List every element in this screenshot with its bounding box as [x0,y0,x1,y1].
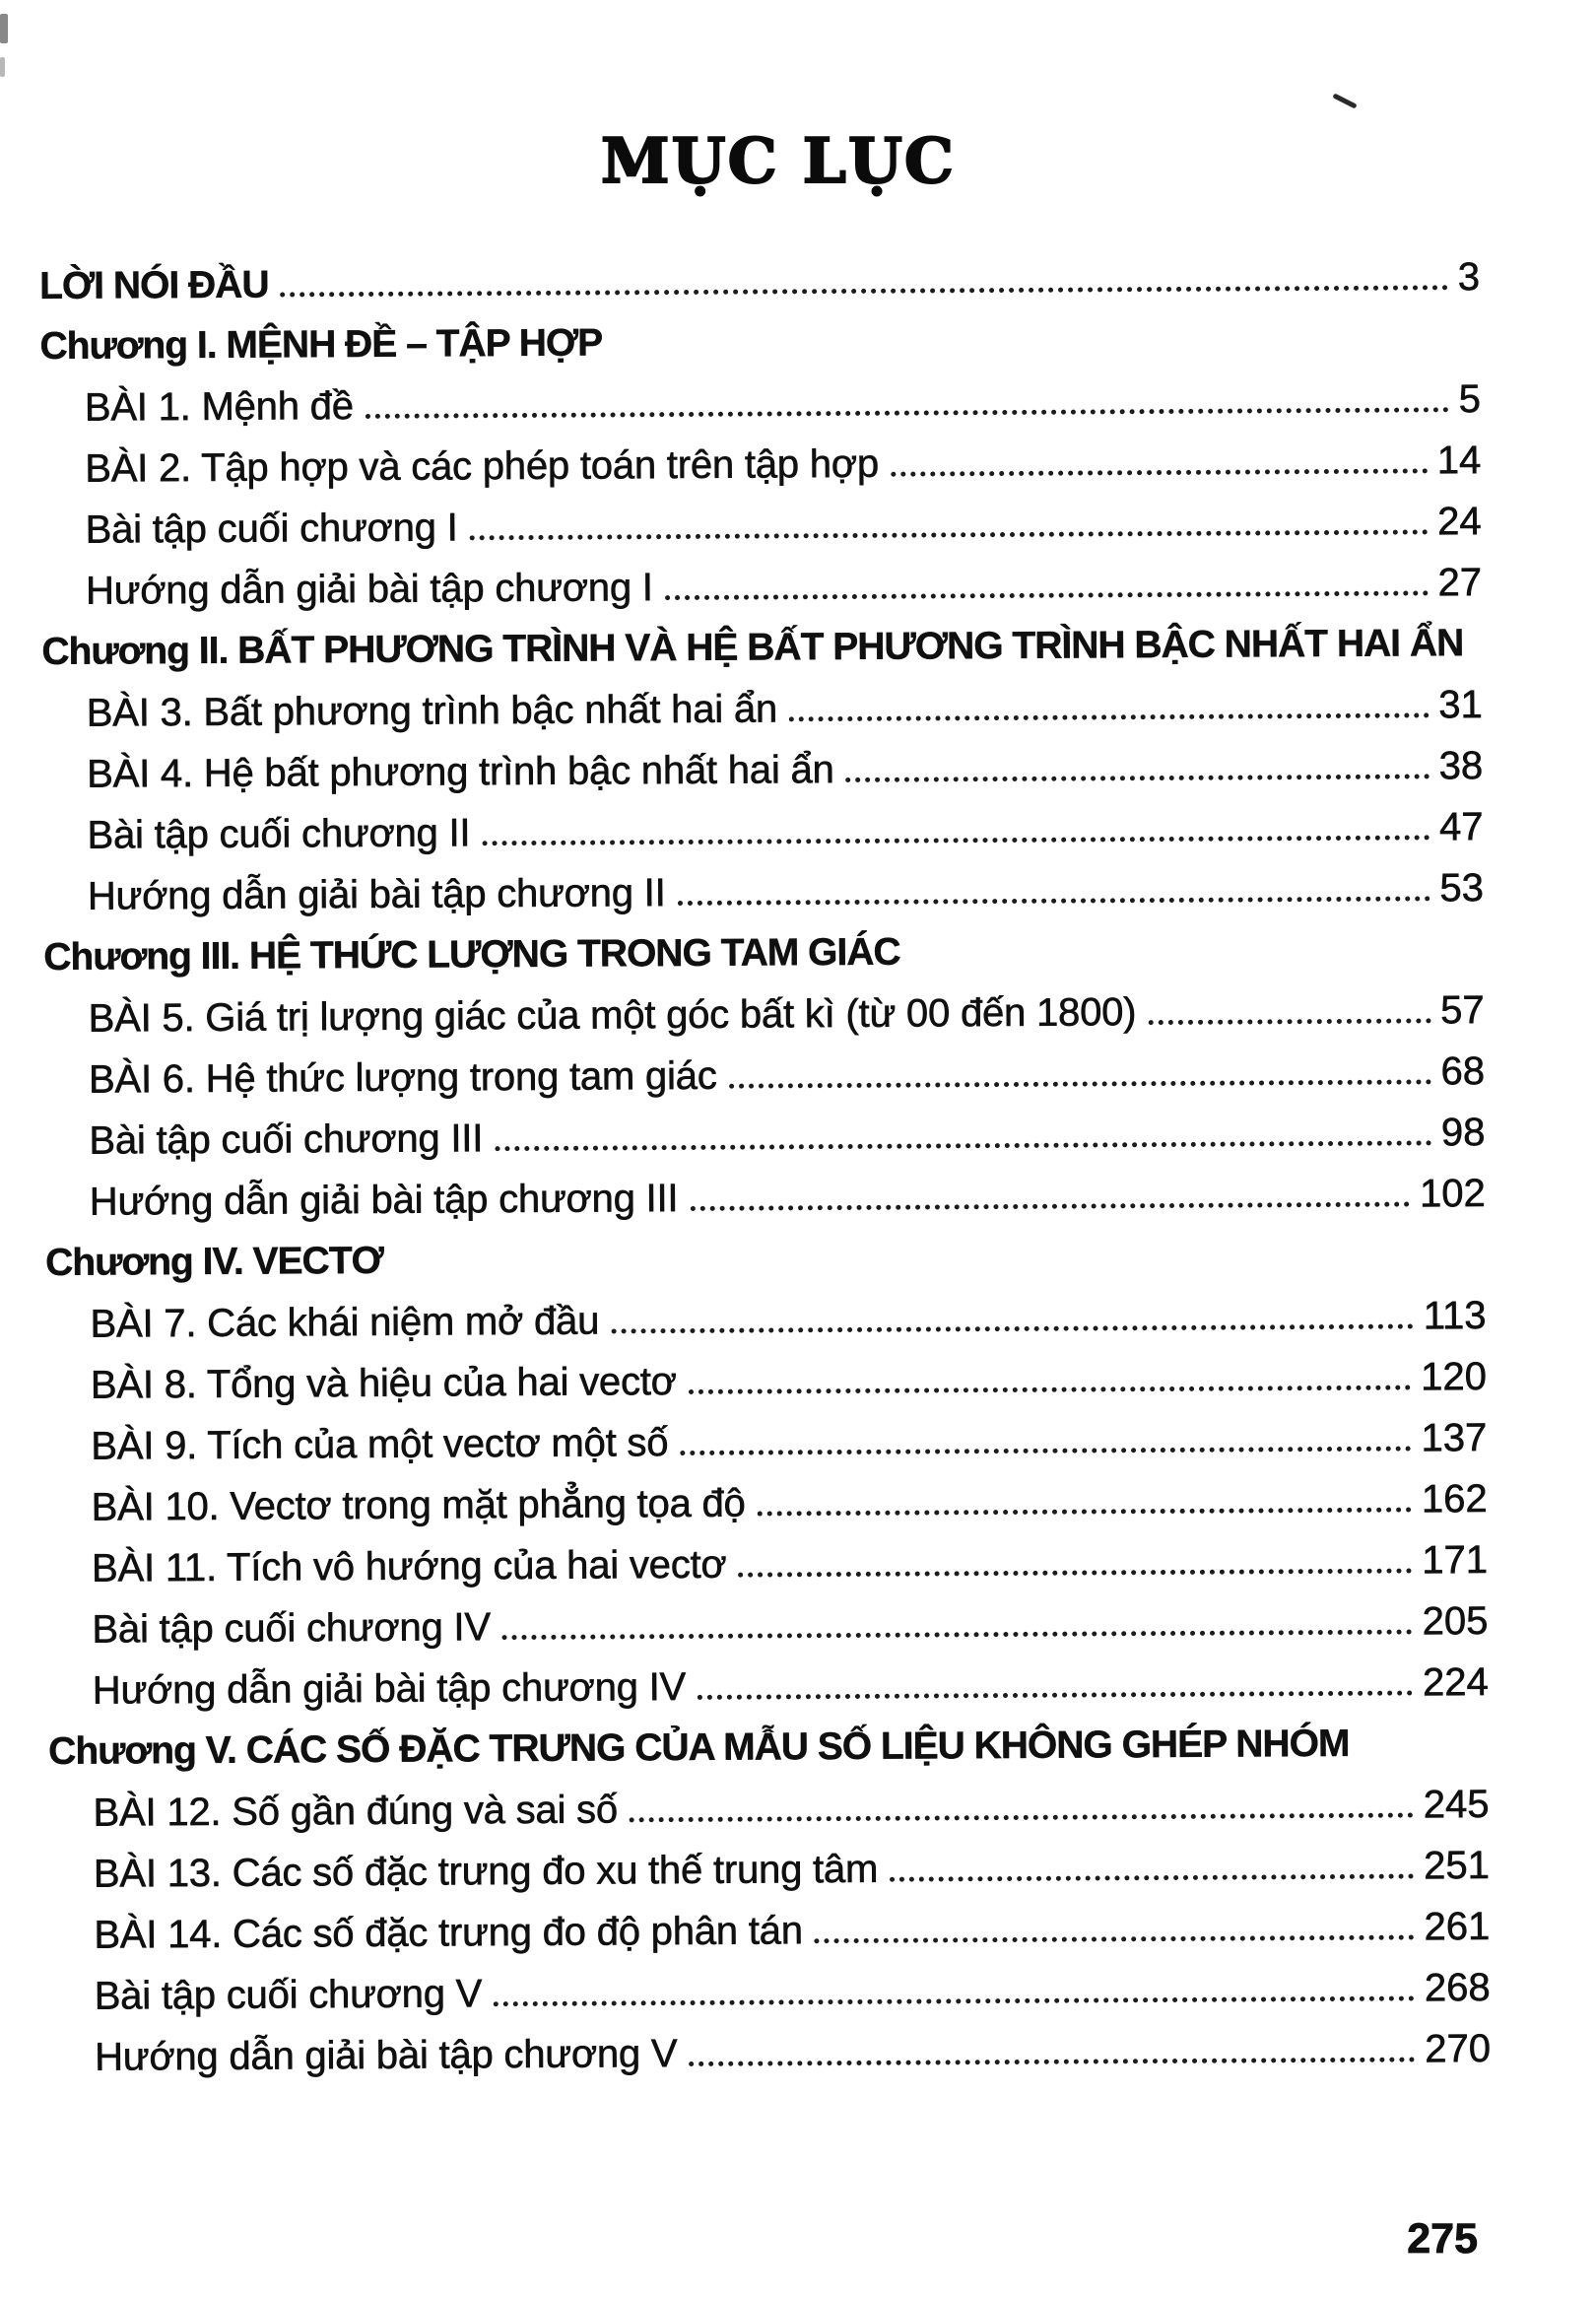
toc-entry-page: 224 [1422,1660,1489,1705]
toc-entry [50,1966,1491,2036]
page-title: MỤC LỤC [600,124,957,197]
toc-entry [39,316,1480,386]
toc-entry-label: Chương I. MỆNH ĐỀ – TẬP HỢP [39,321,603,368]
toc-entry [45,1172,1486,1242]
toc-entry-label: BÀI 10. Vectơ trong mặt phẳng tọa độ [91,1481,746,1529]
dotted-leader [698,1691,1413,1700]
dotted-leader [690,1202,1410,1211]
toc-entry-label: BÀI 9. Tích của một vectơ một số [91,1421,669,1468]
toc-entry-page: 120 [1421,1355,1488,1399]
toc-entry [49,1905,1490,1975]
toc-entry-label: LỜI NÓI ĐẦU [39,263,269,307]
toc-entry [42,744,1483,814]
toc-entry-page: 5 [1458,377,1481,422]
toc-entry [44,988,1485,1058]
toc-entry-label: Hướng dẫn giải bài tập chương V [94,2032,678,2079]
scan-tick-mark [1332,93,1357,108]
toc-entry-label: BÀI 1. Mệnh đề [84,384,354,430]
dotted-leader [665,590,1429,600]
toc-entry-label: BÀI 11. Tích vô hướng của hai vectơ [91,1542,727,1590]
dotted-leader [891,468,1428,476]
toc-entry [43,927,1484,997]
toc-entry [47,1538,1488,1608]
dotted-leader [758,1508,1412,1517]
toc-entry [42,683,1483,753]
toc-entry-page: 47 [1438,805,1484,849]
toc-entry-page: 205 [1422,1599,1489,1644]
toc-entry-page: 27 [1437,561,1483,605]
dotted-leader [739,1569,1413,1578]
dotted-leader [611,1323,1414,1333]
toc-entry-label: Chương V. CÁC SỐ ĐẶC TRƯNG CỦA MẪU SỐ LIỆU KHÔNG GHÉP NHÓM [48,1722,1350,1773]
toc-entry-page: 245 [1423,1783,1490,1827]
toc-entry-page: 261 [1424,1905,1491,1949]
toc-entry [44,1111,1485,1181]
toc-entry-page: 31 [1438,683,1483,727]
toc-entry-label: Bài tập cuối chương IV [92,1605,491,1652]
toc-entry [46,1416,1487,1486]
toc-entry-page: 57 [1440,988,1485,1033]
toc-entry-page: 38 [1438,744,1484,788]
toc-entry-label: Chương IV. VECTƠ [45,1239,383,1284]
dotted-leader [1148,1018,1430,1025]
toc-entry-label: BÀI 4. Hệ bất phương trình bậc nhất hai ẩn [87,748,834,796]
toc-entry [44,1049,1485,1119]
toc-entry-page: 251 [1424,1844,1491,1888]
toc-entry [50,2027,1491,2097]
toc-entry-page: 162 [1421,1477,1488,1521]
toc-entry-page: 171 [1422,1538,1489,1583]
toc-entry-page: 98 [1440,1111,1486,1155]
toc-entry-label: BÀI 8. Tổng và hiệu của hai vectơ [90,1360,677,1407]
dotted-leader [502,1630,1413,1641]
toc-entry [48,1722,1489,1791]
dotted-leader [680,1447,1411,1456]
toc-entry-page: 137 [1421,1416,1488,1460]
toc-entry-page: 113 [1423,1294,1487,1338]
toc-entry-label: BÀI 5. Giá trị lượng giác của một góc bất kì (từ 00 đến 1800) [88,990,1137,1041]
toc-entry-label: Hướng dẫn giải bài tập chương I [85,566,653,613]
toc-entry [48,1660,1489,1730]
dotted-leader [729,1079,1431,1088]
toc-entry [41,500,1482,570]
dotted-leader [482,835,1430,845]
toc-entry-page: 53 [1439,866,1485,911]
folio-page-number: 275 [1407,2215,1478,2263]
toc-entry [45,1233,1486,1303]
toc-entry [46,1355,1487,1425]
toc-entry-label: Hướng dẫn giải bài tập chương II [87,871,666,918]
toc-list [39,255,1491,2097]
toc-entry-label: Bài tập cuối chương II [87,811,471,857]
dotted-leader [815,1935,1415,1944]
scan-smudge [0,57,5,77]
dotted-leader [890,1874,1414,1882]
dotted-leader [789,712,1429,721]
toc-entry-label: BÀI 12. Số gần đúng và sai số [93,1788,619,1835]
toc-entry [49,1844,1490,1914]
dotted-leader [630,1813,1414,1823]
dotted-leader [470,529,1429,540]
dotted-leader [689,1386,1411,1394]
dotted-leader [678,896,1430,906]
toc-entry [43,866,1484,936]
dotted-leader [689,2058,1415,2067]
toc-entry-label: Bài tập cuối chương V [94,1972,483,2018]
dotted-leader [281,285,1448,297]
toc-entry [47,1477,1488,1547]
toc-entry-page: 14 [1436,439,1482,483]
toc-entry-page: 68 [1440,1049,1486,1094]
toc-entry-page: 24 [1436,500,1482,544]
toc-entry-label: Chương II. BẤT PHƯƠNG TRÌNH VÀ HỆ BẤT PHƯƠNG TRÌNH BẬC NHẤT HAI ẨN [41,622,1464,673]
toc-entry [47,1599,1488,1669]
dotted-leader [366,407,1449,419]
toc-entry-label: Hướng dẫn giải bài tập chương III [89,1177,679,1224]
toc-entry-label: Bài tập cuối chương I [85,506,458,552]
toc-entry-page: 102 [1419,1172,1486,1216]
toc-entry-page: 3 [1457,255,1481,300]
dotted-leader [494,1996,1415,2007]
toc-entry [39,255,1480,325]
toc-entry [40,377,1481,447]
toc-entry-label: BÀI 14. Các số đặc trưng đo độ phân tán [94,1909,803,1957]
toc-entry-label: BÀI 13. Các số đặc trưng đo xu thế trung tâm [93,1847,879,1896]
toc-entry-label: BÀI 7. Các khái niệm mở đầu [90,1299,600,1346]
toc-entry-label: Chương III. HỆ THỨC LƯỢNG TRONG TAM GIÁC [43,930,900,979]
toc-entry-label: BÀI 3. Bất phương trình bậc nhất hai ẩn [86,687,778,735]
toc-entry [48,1783,1489,1853]
toc-entry-label: BÀI 2. Tập hợp và các phép toán trên tập hợp [85,441,880,491]
toc-entry [40,439,1481,508]
toc-entry [41,561,1482,631]
dotted-leader [495,1140,1431,1151]
toc-entry-label: BÀI 6. Hệ thức lượng trong tam giác [88,1053,717,1102]
toc-entry [41,622,1482,692]
toc-entry-page: 270 [1425,2027,1492,2071]
toc-entry [42,805,1483,875]
toc-entry-page: 268 [1424,1966,1491,2010]
scan-smudge [0,14,8,43]
dotted-leader [846,774,1430,782]
toc-entry-label: Hướng dẫn giải bài tập chương IV [92,1665,687,1713]
toc-entry-label: Bài tập cuối chương III [89,1116,484,1163]
toc-entry [45,1294,1486,1364]
